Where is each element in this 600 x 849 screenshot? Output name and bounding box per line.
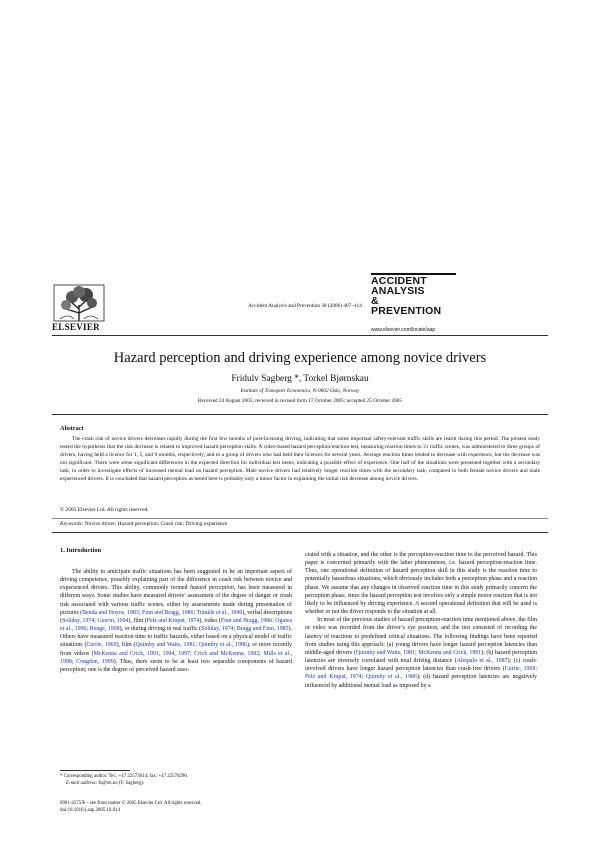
abstract-top-rule [52, 414, 548, 415]
section-heading-introduction: 1. Introduction [60, 547, 102, 554]
intro-paragraph-1-continued: ciated with a situation, and the other is the perception-reaction time to the perceived hazard. This paper is concerned primarily with the latter phenomenon, i.e. hazard perception-reaction time. Thus, one operational definition of hazard perception skill in this study is the reaction time to potentially hazardous situations, which obviously includes both a perception phase and a reaction phase. We assume that any changes in observed reaction time in this study primarily concern the perception phase, since the hazard perception test involves only a simple motor reaction that is not likely to be influenced by driving experience. A second operational definition that will be used is whether or not the driver responds to the situation at all. [305, 552, 537, 616]
email-address[interactable]: fs@toi.no (F. Sagberg). [97, 781, 145, 786]
citation-link[interactable]: Soliday, 1974; Guerin, 1994 [61, 617, 129, 624]
abstract-body [60, 436, 540, 483]
journal-logo-line-1: ACCIDENT [371, 275, 427, 287]
abstract-bottom-rule [52, 532, 548, 533]
intro-paragraph-1: The ability to anticipate traffic situations has been suggested to be an important aspect of driving competence, possibly explaining part of the difference in crash risk between novice and experienced drivers. This ability, commonly termed hazard perception, has been measured in different ways. Some studies have measured drivers’ assessment of the degree of danger or crash risk associated with various traffic scenes, either by assessments made during presentation of pictures (Benda and Hoyos, 1983; Finn and Bragg, 1986; Tränkle et al., 1990), verbal descriptions (Soliday, 1974; Guerin, 1994), film (Pelz and Krupat, 1974), video (Finn and Bragg, 1986; Ogawa et al., 1996; Renge, 1998), or during driving in real traffic (Soliday, 1974; Bragg and Finn, 1985). Others have measured reaction time to traffic hazards, either based on a physical model of traffic situations (Currie, 1969), film (Quimby and Watts, 1981; Quimby et al., 1986), or more recently from videos (McKenna and Crick, 1991, 1994, 1997; Crick and McKenna, 1992; Mills et al., 1998; Congdon, 1999). Thus, there seem to be at least two separable components of hazard perception; one is the degree of perceived hazard asso- [60, 569, 293, 673]
publisher-name: ELSEVIER [52, 322, 100, 332]
journal-logo-line-2: ANALYSIS [371, 285, 425, 297]
keywords [60, 521, 540, 527]
citation-link[interactable]: McKenna and Crick, 1991, 1994, 1997; Crick and McKenna, 1992; Mills et al., 1998; Congdon, 1999 [60, 650, 292, 665]
issn-doi [60, 800, 300, 814]
received-dates: Received 24 August 2005; received in revised form 17 October 2005; accepted 25 October 2005 [197, 398, 403, 404]
footnote [60, 773, 300, 787]
journal-url[interactable]: www.elsevier.com/locate/aap [371, 327, 436, 333]
keywords-rule [52, 518, 548, 519]
right-column [305, 551, 537, 690]
author-affiliation: Institute of Transport Economics, N-0602 Oslo, Norway [240, 388, 360, 394]
citation-link[interactable]: Quimby and Watts, 1981; McKenna and Crick, 1991 [355, 649, 482, 656]
abstract-text: The crash risk of novice drivers decreases rapidly during the first few months of post-licensing driving, indicating that some important safety-relevant traffic skills are learnt during this period. The present study tested the hypothesis that the risk decrease is related to improved hazard perception skills. A video-based hazard perception/reaction test, measuring reaction times to 31 traffic scenes, was administered to three groups of drivers, having held a licence for 1, 5, and 9 months, respectively, and to a group of drivers who had held their licences for several years. Average reaction times tended to decrease with experience, but the decrease was not significant. There were some significant differences in the expected direction for individual test items, indicating a possible effect of experience. One half of the situations were presented together with a secondary task, in order to investigate effects of increased mental load on hazard perception. Male novice drivers had relatively longer reaction times with the secondary task, compared to both female novice drivers and male experienced drivers. It is concluded that hazard perception as tested here is probably only a minor factor in explaining the initial risk decrease among novice drivers. [60, 436, 540, 482]
intro-paragraph-2: In most of the previous studies of hazard perception-reaction time mentioned above, the film or video was recorded from the driver’s eye position, and the test consisted of recording the latency of reactions to predefined critical situations. The following findings have been reported from studies using this approach: (a) young drivers have longer hazard perception latencies than middle-aged drivers (Quimby and Watts, 1981; McKenna and Crick, 1991); (b) hazard perception latencies are inversely correlated with total driving distance (Ahopalo et al., 1987); (c) crash-involved drivers have longer hazard perception latencies than crash-free drivers (Currie, 1969; Pelz and Krupat, 1974; Quimby et al., 1986); (d) hazard perception latencies are negatively influenced by additional mental load as imposed by a [305, 617, 537, 689]
article-authors: Fridulv Sagberg *, Torkel Bjørnskau [231, 374, 369, 384]
citation-link[interactable]: Quimby and Watts, 1981; Quimby et al., 1986 [135, 642, 247, 649]
citation-link[interactable]: Soliday, 1974; Bragg and Finn, 1985 [201, 626, 289, 633]
citation-link[interactable]: Benda and Hoyos, 1983; Finn and Bragg, 1986; Tränkle et al., 1990 [82, 609, 243, 616]
keywords-label: Keywords: [60, 521, 84, 527]
doi-line[interactable]: doi:10.1016/j.aap.2005.10.014 [60, 808, 120, 813]
journal-logo [371, 276, 456, 316]
journal-logo-line-3: & [371, 295, 379, 307]
abstract-heading: Abstract [60, 425, 84, 432]
footnote-rule [60, 770, 130, 771]
abstract-copyright: © 2005 Elsevier Ltd. All rights reserved. [60, 507, 149, 513]
keywords-list: Novice driver; Hazard perception; Crash risk; Driving experience [83, 521, 228, 527]
citation-link[interactable]: Currie, 1969 [86, 642, 117, 649]
corresponding-author: * Corresponding author. Tel.: +47 22573814; fax: +47 22570290. [60, 774, 189, 779]
header-divider [52, 335, 548, 336]
journal-logo-line-4: PREVENTION [371, 305, 442, 317]
email-label: E-mail address: [66, 781, 98, 786]
email-line [60, 780, 300, 787]
citation-link[interactable]: Currie, 1969; Pelz and Krupat, 1974; Quimby et al., 1986 [305, 666, 537, 681]
left-column [60, 568, 292, 674]
citation-link[interactable]: Ahopalo et al., 1987 [456, 658, 508, 665]
issn-line: 0001-4575/$ – see front matter © 2005 Elsevier Ltd. All rights reserved. [60, 801, 202, 806]
journal-reference: Accident Analysis and Prevention 38 (2006) 407–414 [248, 303, 362, 309]
article-title: Hazard perception and driving experience among novice drivers [113, 350, 487, 366]
citation-link[interactable]: Finn and Bragg, 1986; Ogawa et al., 1996; Renge, 1998 [60, 617, 292, 633]
citation-link[interactable]: Pelz and Krupat, 1974 [146, 617, 200, 624]
